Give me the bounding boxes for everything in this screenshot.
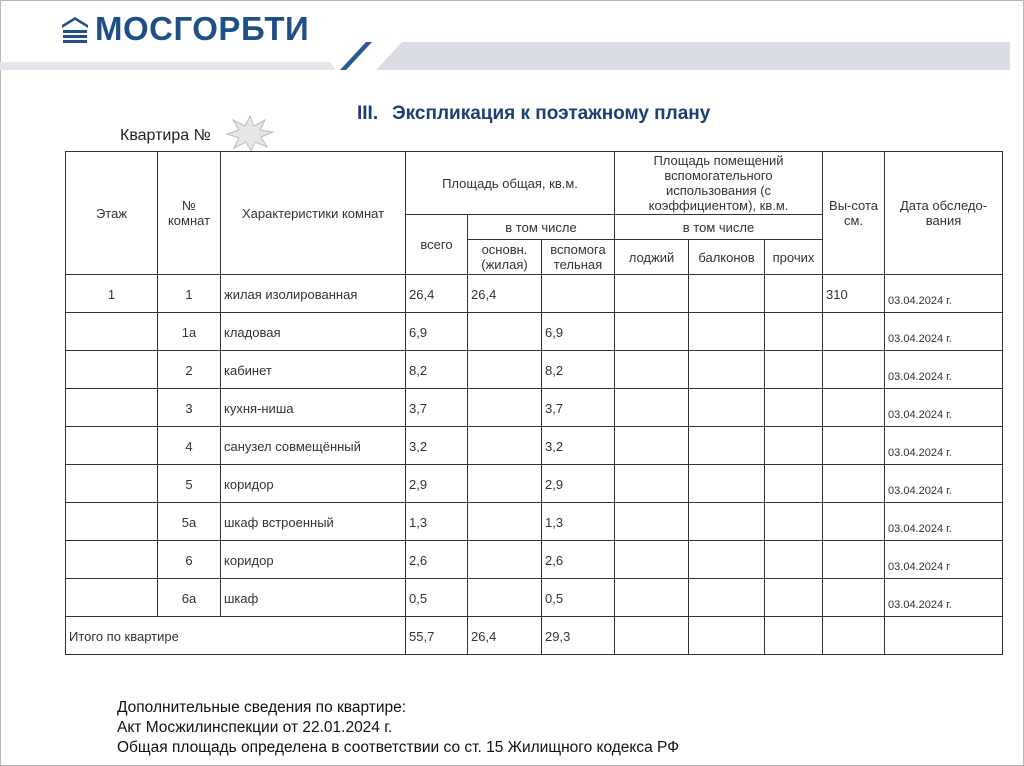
- cell-name: коридор: [221, 541, 406, 579]
- header-area-total: Площадь общая, кв.м.: [406, 152, 615, 215]
- cell-loggia: [615, 275, 689, 313]
- cell-total: 0,5: [406, 579, 468, 617]
- cell-loggia: [615, 389, 689, 427]
- cell-aux: 3,2: [542, 427, 615, 465]
- table-row: [66, 465, 1003, 503]
- cell-room: 2: [158, 351, 221, 389]
- logo-text: МОСГОРБТИ: [95, 10, 310, 47]
- cell-date: 03.04.2024 г.: [885, 427, 1003, 465]
- table-row: [66, 275, 1003, 313]
- cell-floor: [66, 351, 158, 389]
- cell-name: шкаф: [221, 579, 406, 617]
- apartment-label: Квартира №: [120, 127, 211, 144]
- cell-room: 6: [158, 541, 221, 579]
- cell-balcony: [689, 275, 765, 313]
- cell-aux: 2,6: [542, 541, 615, 579]
- cell-date: 03.04.2024 г: [885, 541, 1003, 579]
- cell-total: 2,6: [406, 541, 468, 579]
- cell-floor: [66, 465, 158, 503]
- additional-notes: [117, 698, 679, 758]
- cell-balcony: [689, 351, 765, 389]
- header-date: Дата обследо-вания: [885, 152, 1003, 275]
- section-number: III.: [357, 103, 379, 124]
- redaction-mark: [225, 114, 275, 152]
- cell-floor: [66, 579, 158, 617]
- table-row: [66, 313, 1003, 351]
- cell-height: 310: [823, 275, 885, 313]
- cell-name: кабинет: [221, 351, 406, 389]
- cell-room: 5: [158, 465, 221, 503]
- cell-other: [765, 579, 823, 617]
- header-height: Вы-сота см.: [823, 152, 885, 275]
- cell-other: [765, 503, 823, 541]
- cell-loggia: [615, 617, 689, 655]
- cell-other: [765, 275, 823, 313]
- cell-total: 2,9: [406, 465, 468, 503]
- cell-date: 03.04.2024 г.: [885, 389, 1003, 427]
- cell-main: [468, 541, 542, 579]
- cell-aux: 6,9: [542, 313, 615, 351]
- table-row: [66, 389, 1003, 427]
- total-aux: 29,3: [542, 617, 615, 655]
- cell-total: 6,9: [406, 313, 468, 351]
- cell-balcony: [689, 617, 765, 655]
- header-other: прочих: [765, 240, 823, 275]
- cell-main: [468, 351, 542, 389]
- cell-date: 03.04.2024 г.: [885, 275, 1003, 313]
- cell-aux: 2,9: [542, 465, 615, 503]
- cell-height: [823, 617, 885, 655]
- cell-name: коридор: [221, 465, 406, 503]
- logo-icon: [60, 15, 90, 45]
- cell-main: [468, 427, 542, 465]
- cell-loggia: [615, 313, 689, 351]
- cell-balcony: [689, 389, 765, 427]
- cell-total: 26,4: [406, 275, 468, 313]
- cell-aux: 3,7: [542, 389, 615, 427]
- cell-balcony: [689, 541, 765, 579]
- cell-other: [765, 465, 823, 503]
- cell-other: [765, 541, 823, 579]
- header-total: всего: [406, 215, 468, 275]
- note-line-1: Дополнительные сведения по квартире:: [117, 699, 407, 716]
- header-room-no: № комнат: [158, 152, 221, 275]
- cell-date: 03.04.2024 г.: [885, 579, 1003, 617]
- table-row: [66, 427, 1003, 465]
- cell-loggia: [615, 427, 689, 465]
- cell-total: 1,3: [406, 503, 468, 541]
- header-aux-area: Площадь помещений вспомогательного использования (с коэффициентом), кв.м.: [615, 152, 823, 215]
- cell-aux: [542, 275, 615, 313]
- cell-date: 03.04.2024 г.: [885, 313, 1003, 351]
- cell-main: [468, 313, 542, 351]
- header-balcony: балконов: [689, 240, 765, 275]
- cell-date: 03.04.2024 г.: [885, 351, 1003, 389]
- cell-balcony: [689, 313, 765, 351]
- cell-height: [823, 427, 885, 465]
- cell-aux: 1,3: [542, 503, 615, 541]
- cell-room: 1а: [158, 313, 221, 351]
- cell-room: 4: [158, 427, 221, 465]
- header-aux: вспомога тельная: [542, 240, 615, 275]
- cell-height: [823, 465, 885, 503]
- cell-height: [823, 313, 885, 351]
- total-row: [66, 617, 1003, 655]
- cell-height: [823, 389, 885, 427]
- table-row: [66, 351, 1003, 389]
- cell-height: [823, 579, 885, 617]
- cell-other: [765, 389, 823, 427]
- cell-floor: [66, 503, 158, 541]
- cell-name: жилая изолированная: [221, 275, 406, 313]
- cell-balcony: [689, 503, 765, 541]
- page-title: [357, 103, 710, 125]
- header-main: основн. (жилая): [468, 240, 542, 275]
- cell-loggia: [615, 465, 689, 503]
- cell-floor: [66, 541, 158, 579]
- header-characteristics: Характеристики комнат: [221, 152, 406, 275]
- cell-loggia: [615, 351, 689, 389]
- cell-other: [765, 427, 823, 465]
- header-incl-area: в том числе: [468, 215, 615, 240]
- section-title: Экспликация к поэтажному плану: [392, 103, 711, 124]
- cell-name: кухня-ниша: [221, 389, 406, 427]
- cell-height: [823, 541, 885, 579]
- header-band: [0, 42, 1024, 70]
- cell-aux: 8,2: [542, 351, 615, 389]
- cell-room: 3: [158, 389, 221, 427]
- total-main: 26,4: [468, 617, 542, 655]
- cell-other: [765, 313, 823, 351]
- cell-total: 3,2: [406, 427, 468, 465]
- cell-total: 8,2: [406, 351, 468, 389]
- cell-date: 03.04.2024 г.: [885, 503, 1003, 541]
- header-loggia: лоджий: [615, 240, 689, 275]
- cell-balcony: [689, 427, 765, 465]
- cell-room: 1: [158, 275, 221, 313]
- cell-room: 6а: [158, 579, 221, 617]
- note-line-2: Акт Мосжилинспекции от 22.01.2024 г.: [117, 719, 393, 736]
- cell-aux: 0,5: [542, 579, 615, 617]
- cell-loggia: [615, 579, 689, 617]
- cell-name: кладовая: [221, 313, 406, 351]
- cell-floor: [66, 427, 158, 465]
- explication-table: [65, 151, 1003, 655]
- table-row: [66, 579, 1003, 617]
- cell-floor: [66, 389, 158, 427]
- cell-room: 5а: [158, 503, 221, 541]
- cell-date: 03.04.2024 г.: [885, 465, 1003, 503]
- cell-main: [468, 465, 542, 503]
- cell-height: [823, 351, 885, 389]
- cell-height: [823, 503, 885, 541]
- header-floor: Этаж: [66, 152, 158, 275]
- table-row: [66, 503, 1003, 541]
- cell-loggia: [615, 541, 689, 579]
- cell-name: санузел совмещённый: [221, 427, 406, 465]
- cell-main: [468, 389, 542, 427]
- cell-balcony: [689, 465, 765, 503]
- cell-total: 3,7: [406, 389, 468, 427]
- cell-main: [468, 503, 542, 541]
- note-line-3: Общая площадь определена в соответствии со ст. 15 Жилищного кодекса РФ: [117, 739, 679, 756]
- table-row: [66, 541, 1003, 579]
- cell-main: [468, 579, 542, 617]
- cell-floor: 1: [66, 275, 158, 313]
- total-label: Итого по квартире: [66, 617, 406, 655]
- cell-date: [885, 617, 1003, 655]
- cell-balcony: [689, 579, 765, 617]
- cell-other: [765, 351, 823, 389]
- cell-floor: [66, 313, 158, 351]
- total-area: 55,7: [406, 617, 468, 655]
- cell-loggia: [615, 503, 689, 541]
- cell-other: [765, 617, 823, 655]
- cell-name: шкаф встроенный: [221, 503, 406, 541]
- header-incl-aux: в том числе: [615, 215, 823, 240]
- cell-main: 26,4: [468, 275, 542, 313]
